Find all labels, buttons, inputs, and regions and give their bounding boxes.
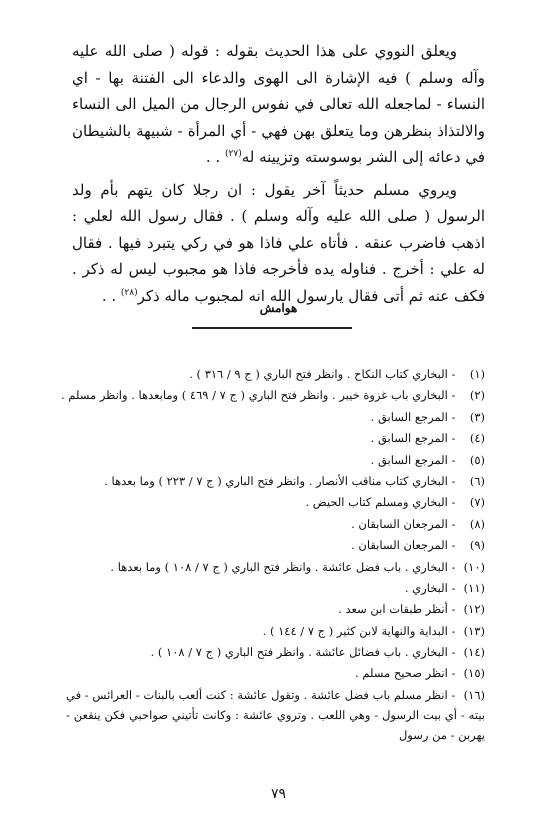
footnote-ref-28: (٢٨) xyxy=(120,287,138,298)
footnote: (٦) - البخاري كتاب مناقب الأنصار . وانظر فتح الباري ( ج ٧ / ٢٢٣ ) وما بعدها . xyxy=(104,473,485,488)
footnote: (١٦) - انظر مسلم باب فضل عائشة . وتقول عائشة : كنت ألعب بالبنات - العرائس - في بيته - أي بيت الرسول - وهي اللعب . وتروي عائشة : وكانت تأتيني صواحبي فكن ينقعن - يهربن - من رسول xyxy=(66,687,485,742)
footnote: (٣) - المرجع السابق . xyxy=(370,409,485,424)
footnote: (٢) - البخاري باب غزوة خيبر . وانظر فتح الباري ( ج ٧ / ٤٦٩ ) ومابعدها . وانظر مسلم . xyxy=(60,388,485,403)
footnote: (١) - البخاري كتاب النكاح . وانظر فتح الباري ( ج ٩ / ٣١٦ ) . xyxy=(189,367,485,381)
page-number: ٧٩ xyxy=(270,786,287,802)
footnote: (١٠) - البخاري . باب فضل عائشة . وانظر فتح الباري ( ج ٧ / ١٠٨ ) وما بعدها . xyxy=(110,559,485,574)
footnote: (٥) - المرجع السابق . xyxy=(370,452,485,467)
heading-underline xyxy=(192,327,352,329)
footnote: (١٥) - انظر صحيح مسلم . xyxy=(355,666,485,681)
footnote: (١٤) - البخاري . باب فضائل عائشة . وانظر فتح الباري ( ج ٧ / ١٠٨ ) . xyxy=(150,645,485,660)
footnote: (١٣) - البداية والنهاية لابن كثير ( ج ٧ / ١٤٤ ) . xyxy=(262,623,485,638)
footnote: (١١) - البخاري . xyxy=(404,580,485,595)
footnote-ref-27: (٢٧) xyxy=(225,149,242,159)
main-text xyxy=(72,38,485,309)
footnote: (٧) - البخاري ومسلم كتاب الحيض . xyxy=(305,495,485,510)
footnote: (٨) - المرجعان السابقان . xyxy=(351,516,485,531)
footnotes-heading: هوامش xyxy=(259,301,298,315)
footnote: (١٢) - أنظر طبقات ابن سعد . xyxy=(338,602,485,617)
footnote: (٤) - المرجع السابق . xyxy=(370,431,485,446)
footnote: (٩) - المرجعان السابقان . xyxy=(351,538,485,553)
paragraph-2: ويروي مسلم حديثاً آخر يقول : ان رجلا كان يتهم بأم ولد الرسول ( صلى الله عليه وآله وسلم ) . فقال رسول الله لعلي : اذهب فاضرب عنقه . فأتاه علي فاذا هو في ركي يتبرد فيها . فقال له علي : أخرج . فناوله يده فأخرجه فاذا هو مجبوب ليس له ذكر . فكف عنه ثم أتى فقال يارسول الله انه لمجبوب ماله ذكر$^{(٢٨)}$ . . xyxy=(72,180,485,305)
footnotes-list xyxy=(60,364,485,745)
paragraph-1: ويعلق النووي على هذا الحديث بقوله : قوله ( صلى الله عليه وآله وسلم ) فيه الإشارة الى الهوى والدعاء الى الفتنة بها - اي النساء - لماجعله الله تعالى في نفوس الرجال من الميل الى النساء والالتذاذ بنظرهن وما يتعلق بهن فهي - أي المرأة - شبيهة بالشيطان في دعائه إلى الشر بوسوسته وتزيينه له$^{(٢٧)}$ . . xyxy=(72,42,485,166)
